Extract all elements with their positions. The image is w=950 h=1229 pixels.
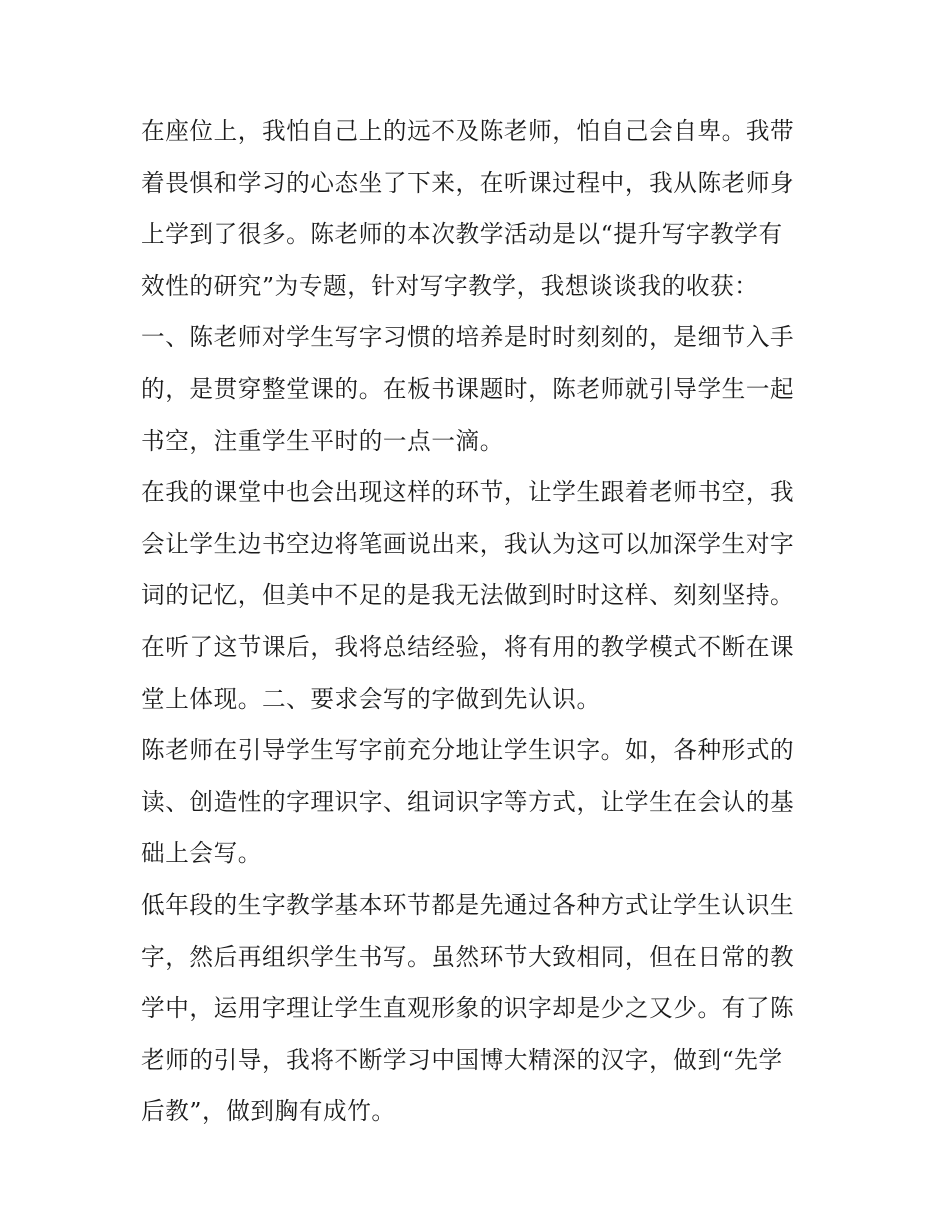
text-line: 书空，注重学生平时的一点一滴。: [141, 426, 504, 455]
text-line: 低年段的生字教学基本环节都是先通过各种方式让学生认识生: [141, 890, 795, 919]
text-line: 词的记忆，但美中不足的是我无法做到时时这样、刻刻坚持。: [141, 581, 795, 610]
text-line: 堂上体现。二、要求会写的字做到先认识。: [141, 684, 601, 713]
text-line: 在听了这节课后，我将总结经验，将有用的教学模式不断在课: [141, 632, 795, 661]
document-body: [141, 106, 817, 1138]
text-line: 老师的引导，我将不断学习中国博大精深的汉字，做到“先学: [141, 1045, 783, 1074]
text-line: 上学到了很多。陈老师的本次教学活动是以“提升写字教学有: [141, 220, 783, 249]
text-line: 字，然后再组织学生书写。虽然环节大致相同，但在日常的教: [141, 942, 795, 971]
text-line: 陈老师在引导学生写字前充分地让学生识字。如，各种形式的: [141, 736, 795, 765]
text-line: 后教”，做到胸有成竹。: [141, 1097, 396, 1126]
text-line: 的，是贯穿整堂课的。在板书课题时，陈老师就引导学生一起: [141, 374, 795, 403]
text-line: 效性的研究”为专题，针对写字教学，我想谈谈我的收获：: [141, 271, 759, 300]
text-line: 在座位上，我怕自己上的远不及陈老师，怕自己会自卑。我带: [141, 117, 795, 145]
text-line: 会让学生边书空边将笔画说出来，我认为这可以加深学生对字: [141, 529, 795, 558]
text-line: 在我的课堂中也会出现这样的环节，让学生跟着老师书空，我: [141, 478, 795, 507]
text-line: 读、创造性的字理识字、组词识字等方式，让学生在会认的基: [141, 787, 795, 816]
text-line: 着畏惧和学习的心态坐了下来，在听课过程中，我从陈老师身: [141, 168, 795, 197]
text-line: 学中，运用字理让学生直观形象的识字却是少之又少。有了陈: [141, 994, 795, 1023]
text-line: 一、陈老师对学生写字习惯的培养是时时刻刻的，是细节入手: [141, 323, 795, 352]
text-line: 础上会写。: [141, 839, 262, 868]
